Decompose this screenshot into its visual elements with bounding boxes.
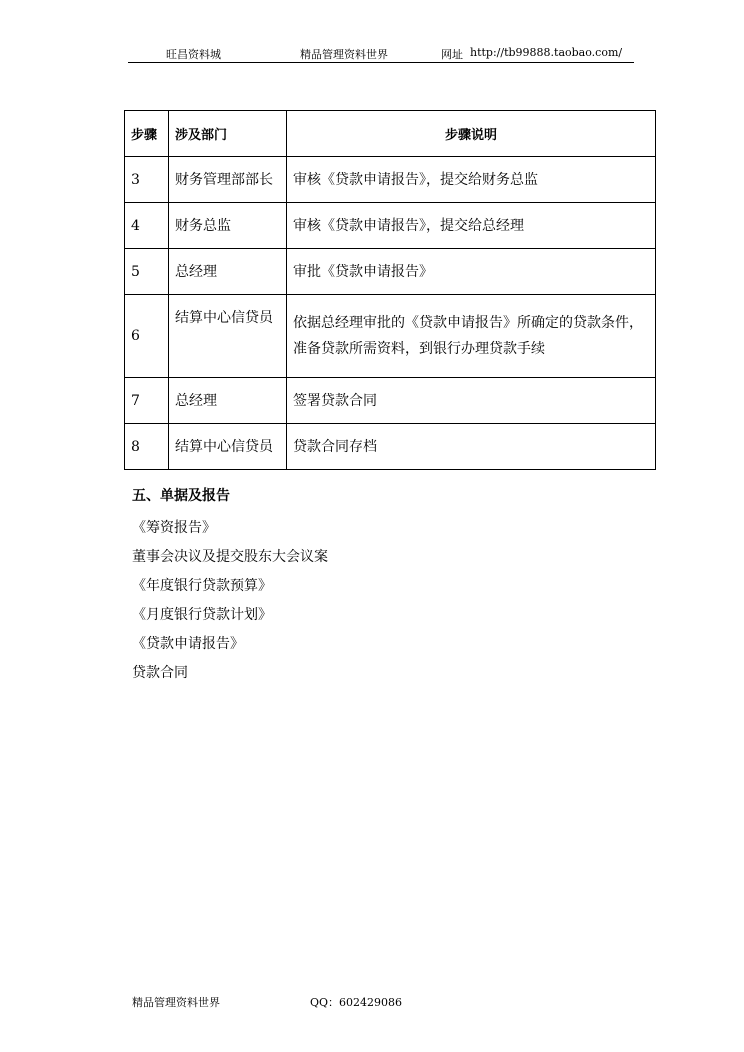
cell-step: 3	[125, 157, 169, 203]
footer-qq: QQ：602429086	[310, 996, 403, 1009]
list-item: 《年度银行贷款预算》	[132, 578, 272, 594]
header-shop-name: 旺昌资料城	[166, 48, 221, 61]
cell-desc: 贷款合同存档	[287, 424, 656, 470]
list-item: 董事会决议及提交股东大会议案	[132, 549, 328, 565]
cell-dept: 总经理	[169, 249, 287, 295]
cell-step: 8	[125, 424, 169, 470]
table-row	[125, 295, 656, 378]
table-row	[125, 424, 656, 470]
header-url-label: 网址	[441, 48, 463, 61]
list-item: 《贷款申请报告》	[132, 636, 244, 652]
cell-dept: 财务管理部部长	[169, 157, 287, 203]
cell-desc: 审核《贷款申请报告》，提交给总经理	[287, 203, 656, 249]
cell-dept: 财务总监	[169, 203, 287, 249]
header-desc: 步骤说明	[287, 111, 656, 157]
cell-step: 6	[125, 295, 169, 378]
table-row	[125, 203, 656, 249]
documents-list	[132, 514, 632, 688]
cell-step: 4	[125, 203, 169, 249]
cell-dept: 总经理	[169, 378, 287, 424]
steps-table	[124, 110, 656, 470]
cell-dept: 结算中心信贷员	[169, 424, 287, 470]
page-header	[128, 46, 634, 63]
cell-step: 7	[125, 378, 169, 424]
list-item: 《筹资报告》	[132, 520, 216, 536]
cell-dept: 结算中心信贷员	[169, 295, 287, 378]
header-step: 步骤	[125, 111, 169, 157]
cell-desc: 审核《贷款申请报告》，提交给财务总监	[287, 157, 656, 203]
table-header-row	[125, 111, 656, 157]
cell-step: 5	[125, 249, 169, 295]
documents-section	[132, 486, 632, 688]
table-row	[125, 157, 656, 203]
header-world-name: 精品管理资料世界	[300, 48, 388, 61]
footer-world-name: 精品管理资料世界	[132, 996, 220, 1009]
table-row	[125, 378, 656, 424]
list-item: 《月度银行贷款计划》	[132, 607, 272, 623]
cell-desc: 依据总经理审批的《贷款申请报告》所确定的贷款条件，准备贷款所需资料，到银行办理贷款手续	[287, 295, 656, 378]
list-item: 贷款合同	[132, 665, 188, 681]
cell-desc: 签署贷款合同	[287, 378, 656, 424]
table-row	[125, 249, 656, 295]
header-dept: 涉及部门	[169, 111, 287, 157]
section-title: 五、单据及报告	[132, 488, 230, 504]
header-url[interactable]: http://tb99888.taobao.com/	[470, 46, 623, 59]
cell-desc: 审批《贷款申请报告》	[287, 249, 656, 295]
